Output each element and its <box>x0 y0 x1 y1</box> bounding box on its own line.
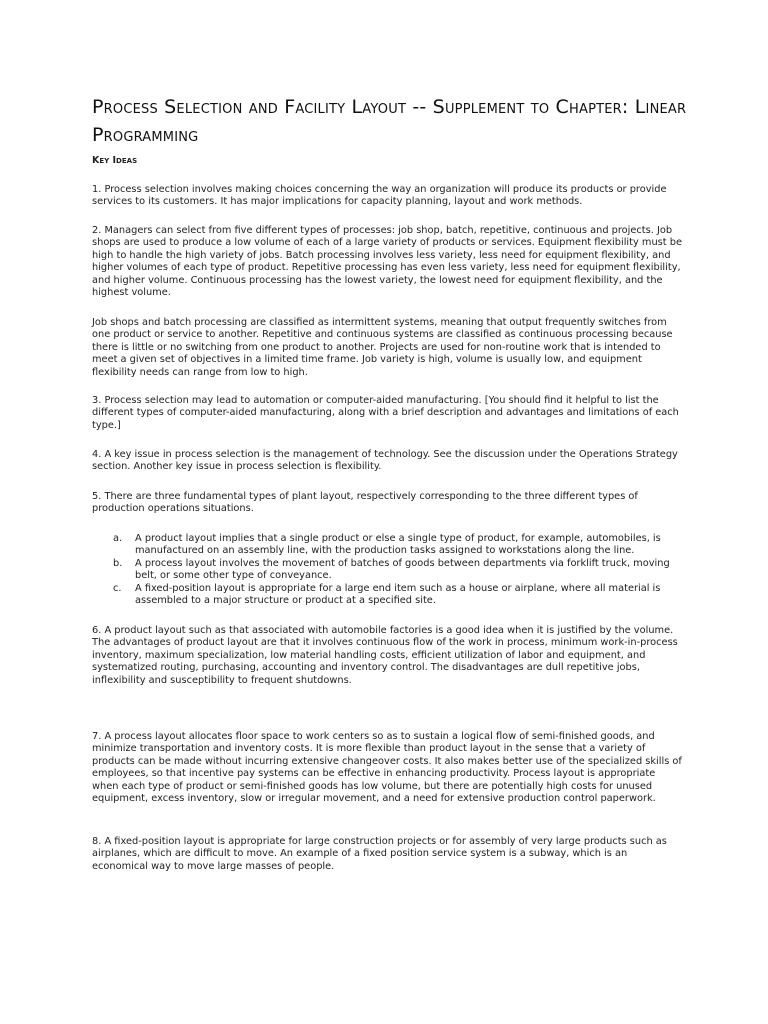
paragraph-1: 1. Process selection involves making choices concerning the way an organization will produce its products or provide services to its customers. It has major implications for capacity planning, layout and work methods. <box>92 184 667 208</box>
paragraph-2: 2. Managers can select from five different types of processes: job shop, batch, repetitive, continuous and projects. Job shops are used to produce a low volume of each of a large variety of products or services. Equipment flexibility must be high to handle the high variety of jobs. Batch processing involves less variety, less need for equipment flexibility, and higher volumes of each type of product. Repetitive processing has even less variety, less need for equipment flexibility, and higher volume. Continuous processing has the lowest variety, the lowest need for equipment flexibility, and the highest volume. <box>92 225 682 299</box>
list-marker: a. <box>113 533 123 544</box>
layout-types-list <box>92 533 684 607</box>
list-item <box>92 558 684 583</box>
list-item <box>92 533 684 558</box>
paragraph-6: 6. A product layout such as that associated with automobile factories is a good idea when it is justified by the volume. The advantages of product layout are that it involves continuous flow of the work in process, minimum work-in-process inventory, maximum specialization, low material handling costs, efficient utilization of labor and equipment, and systematized routing, purchasing, accounting and inventory control. The disadvantages are dull repetitive jobs, inflexibility and susceptibility to frequent shutdowns. <box>92 625 678 686</box>
list-marker: c. <box>113 582 122 594</box>
paragraph-5: 5. There are three fundamental types of plant layout, respectively corresponding to the three different types of production operations situations. <box>92 491 638 515</box>
paragraph-intermittent: Job shops and batch processing are classified as intermittent systems, meaning that output frequently switches from one product or service to another. Repetitive and continuous systems are classified as continuous processing because there is little or no switching from one product to another. Projects are used for non-routine work that is intended to meet a given set of objectives in a limited time frame. Job variety is high, volume is usually low, and equipment flexibility needs can range from low to high. <box>92 317 673 378</box>
list-item <box>92 583 684 608</box>
page-title: Process Selection and Facility Layout -- Supplement to Chapter: Linear Programming <box>92 96 687 146</box>
list-item-text: A process layout involves the movement of batches of goods between departments via forklift truck, moving belt, or some other type of conveyance. <box>135 557 670 582</box>
list-marker: b. <box>113 557 123 569</box>
paragraph-7: 7. A process layout allocates floor space to work centers so as to sustain a logical flow of semi-finished goods, and minimize transportation and inventory costs. It is more flexible than product layout in the sense that a variety of products can be made without incurring extensive changeover costs. It also makes better use of the specialized skills of employees, so that incentive pay systems can be effective in enhancing productivity. Process layout is appropriate when each type of product or semi-finished goods has low volume, but there are potentially high costs for unused equipment, excess inventory, slow or irregular movement, and a need for extensive production control paperwork. <box>92 731 682 805</box>
list-item-text: A product layout implies that a single product or else a single type of product, for example, automobiles, is manufactured on an assembly line, with the production tasks assigned to workstations along the line. <box>135 533 661 557</box>
section-subheading: Key Ideas <box>92 155 138 166</box>
list-item-text: A fixed-position layout is appropriate for a large end item such as a house or airplane, where all material is assembled to a major structure or product at a specified site. <box>135 582 661 607</box>
paragraph-4: 4. A key issue in process selection is the management of technology. See the discussion under the Operations Strategy section. Another key issue in process selection is flexibility. <box>92 449 678 473</box>
paragraph-3: 3. Process selection may lead to automation or computer-aided manufacturing. [You should find it helpful to list the different types of computer-aided manufacturing, along with a brief description and advantages and limitations of each type.] <box>92 395 679 431</box>
paragraph-8: 8. A fixed-position layout is appropriate for large construction projects or for assembly of very large products such as airplanes, which are difficult to move. An example of a fixed position service system is a subway, which is an economical way to move large masses of people. <box>92 836 667 872</box>
